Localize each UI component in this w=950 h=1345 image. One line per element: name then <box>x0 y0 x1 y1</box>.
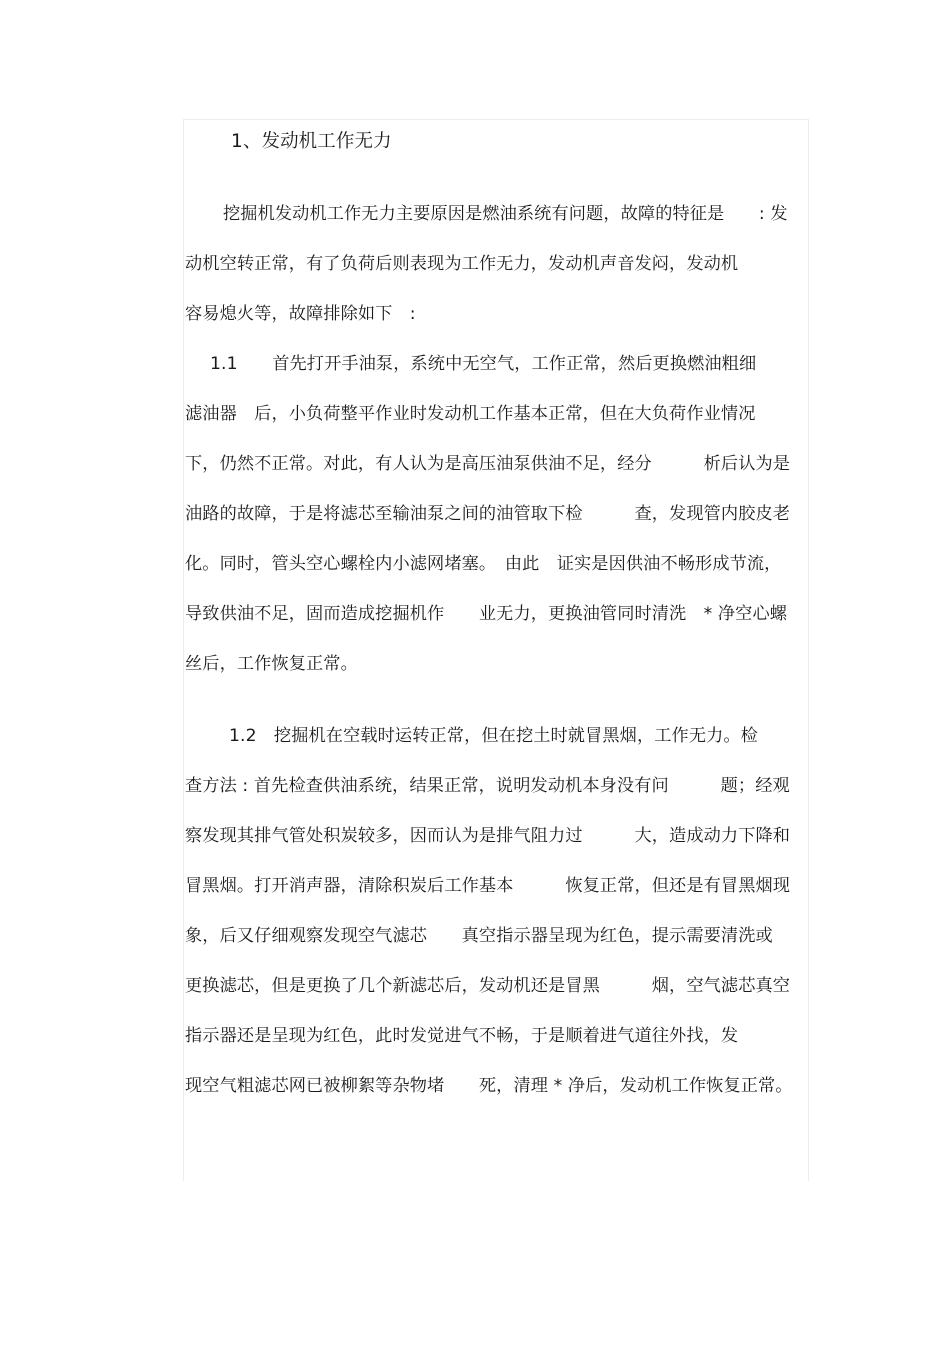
section-1-1-line-1: 1.1 首先打开手油泵，系统中无空气，工作正常，然后更换燃油粗细 <box>210 354 757 374</box>
intro-line-2: 动机空转正常，有了负荷后则表现为工作无力，发动机声音发闷，发动机 <box>185 254 739 274</box>
section-1-1-line-4: 油路的故障，于是将滤芯至输油泵之间的油管取下检 查，发现管内胶皮老 <box>185 504 791 524</box>
page-frame <box>183 119 809 1181</box>
section-1-1-line-3: 下，仍然不正常。对此，有人认为是高压油泵供油不足，经分 析后认为是 <box>185 454 791 474</box>
section-1-2-line-8: 现空气粗滤芯网已被柳絮等杂物堵 死，清理 * 净后，发动机工作恢复正常。 <box>185 1076 793 1096</box>
section-1-2-line-6: 更换滤芯，但是更换了几个新滤芯后，发动机还是冒黑 烟，空气滤芯真空 <box>185 976 791 996</box>
section-1-1-line-2: 滤油器 后，小负荷整平作业时发动机工作基本正常，但在大负荷作业情况 <box>185 404 756 424</box>
section-1-2-line-3: 察发现其排气管处积炭较多，因而认为是排气阻力过 大，造成动力下降和 <box>185 826 791 846</box>
section-1-2-line-7: 指示器还是呈现为红色，此时发觉进气不畅，于是顺着进气道往外找，发 <box>185 1026 739 1046</box>
section-1-1-line-6: 导致供油不足，固而造成挖掘机作 业无力，更换油管同时清洗 * 净空心螺 <box>185 604 788 624</box>
section-1-2-line-5: 象，后又仔细观察发现空气滤芯 真空指示器呈现为红色，提示需要清洗或 <box>185 926 773 946</box>
section-1-1-line-7: 丝后，工作恢复正常。 <box>185 654 358 674</box>
section-1-2-line-4: 冒黑烟。打开消声器，清除积炭后工作基本 恢复正常，但还是有冒黑烟现 <box>185 876 791 896</box>
section-1-1-line-5: 化。同时，管头空心螺栓内小滤网堵塞。 由此 证实是因供油不畅形成节流， <box>185 554 782 574</box>
intro-line-3: 容易熄火等，故障排除如下 : <box>185 304 416 324</box>
section-heading: 1、发动机工作无力 <box>231 131 392 152</box>
section-1-2-line-2: 查方法 : 首先检查供油系统，结果正常，说明发动机本身没有问 题；经观 <box>185 776 790 796</box>
intro-line-1: 挖掘机发动机工作无力主要原因是燃油系统有问题，故障的特征是 : 发 <box>223 204 788 224</box>
section-1-2-line-1: 1.2 挖掘机在空载时运转正常，但在挖土时就冒黑烟，工作无力。检 <box>229 726 758 746</box>
